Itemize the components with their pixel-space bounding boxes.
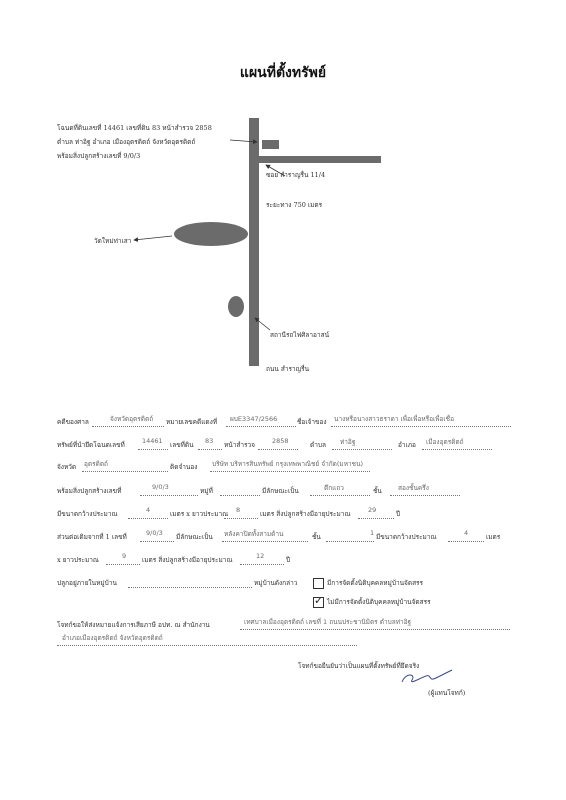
has-juristic-label: มีการจัดตั้งนิติบุคคลหมู่บ้านจัดสรร — [327, 579, 424, 587]
case-label: หมายเลขคดีแดงที่ — [166, 418, 218, 426]
extension-floor-label: ชั้น — [312, 533, 321, 541]
court-value: จังหวัดอุตรดิตถ์ — [110, 415, 154, 423]
tax-notice-label: โจทก์ขอให้ส่งหมายแจ้งการเสียภาษี อปท. ณ สำนักงาน — [57, 621, 210, 629]
amphoe-label: อำเภอ — [398, 441, 416, 449]
extension-label: ส่วนต่อเติมจากที่ 1 เลขที่ — [57, 533, 127, 541]
floor-label: ชั้น — [373, 487, 382, 495]
house-no-value: 9/0/3 — [152, 483, 169, 491]
width-label: มีขนาดกว้างประมาณ — [57, 510, 118, 518]
extension-width-value: 4 — [464, 529, 469, 537]
land-label: เลขที่ดิน — [170, 441, 194, 449]
no-juristic-checkbox[interactable] — [313, 597, 324, 608]
year-unit: ปี — [396, 510, 401, 518]
extension-length-label: x ยาวประมาณ — [57, 556, 99, 564]
age-label: เมตร สิ่งปลูกสร้างมีอายุประมาณ — [260, 510, 351, 518]
owner-label: ชื่อเจ้าของ — [297, 418, 327, 426]
extension-length-value: 9 — [122, 552, 127, 560]
survey-label: หน้าสำรวจ — [224, 441, 255, 449]
owner-value: นางหรือนางสาวธราดา เพื่อเพื่อหรือเพื่อเชื่อ — [334, 415, 454, 423]
extension-width-label: มีขนาดกว้างประมาณ — [376, 533, 437, 541]
station-label: สถานีรถไฟศิลาอาสน์ — [270, 331, 330, 339]
house-no-label: พร้อมสิ่งปลูกสร้างเลขที่ — [57, 487, 122, 495]
land-value: 83 — [205, 437, 214, 445]
temple-label: วัดใหม่ท่าเสา — [94, 237, 132, 245]
page-title: แผนที่ตั้งทรัพย์ — [239, 65, 327, 81]
amphoe-value: เมืองอุตรดิตถ์ — [426, 438, 464, 446]
extension-floor-value: 1 — [370, 529, 375, 537]
moo-label: หมู่ที่ — [200, 487, 213, 495]
distance-label: ระยะทาง 750 เมตร — [266, 201, 323, 209]
province-label: จังหวัด — [57, 463, 77, 471]
deed-label: ทรัพย์ที่นำยึดโฉนดเลขที่ — [57, 441, 125, 449]
meter-unit: เมตร — [486, 533, 501, 541]
has-juristic-checkbox[interactable] — [313, 578, 324, 589]
deed-line-3: พร้อมสิ่งปลูกสร้างเลขที่ 9/0/3 — [57, 152, 141, 160]
tax-office-value: เทศบาลเมืองอุตรดิตถ์ เลขที่ 1 ถนนประชานิมิตร ตำบลท่าอิฐ — [244, 618, 412, 626]
tambon-value: ท่าอิฐ — [340, 438, 356, 446]
deed-arrow — [230, 140, 257, 142]
deed-value: 14461 — [142, 437, 163, 445]
station-arrow — [255, 318, 270, 330]
length-label: เมตร x ยาวประมาณ — [170, 510, 229, 518]
soi-label: ซอย สำราญรื่น 11/4 — [266, 171, 326, 179]
building-type-label: มีลักษณะเป็น — [262, 487, 299, 495]
mortgage-value: บริษัท บริหารสินทรัพย์ กรุงเทพพาณิชย์ จำกัด(มหาชน) — [212, 460, 364, 468]
width-value: 4 — [146, 506, 151, 514]
province-value: อุตรดิตถ์ — [84, 460, 108, 468]
mortgage-label: ติดจำนอง — [170, 463, 198, 471]
extension-type-label: มีลักษณะเป็น — [176, 533, 213, 541]
signature — [396, 666, 456, 688]
building-type-value: ตึกแถว — [324, 484, 344, 492]
survey-value: 2858 — [272, 437, 289, 445]
deed-line-1: โฉนดที่ดินเลขที่ 14461 เลขที่ดิน 83 หน้าสำรวจ 2858 — [57, 124, 212, 132]
signer-label: (ผู้แทนโจทก์) — [428, 689, 466, 697]
extension-year-unit: ปี — [286, 556, 291, 564]
village-label: ปลูกอยู่ภายในหมู่บ้าน — [57, 579, 117, 587]
length-value: 8 — [236, 506, 241, 514]
extension-age-label: เมตร สิ่งปลูกสร้างมีอายุประมาณ — [142, 556, 233, 564]
deed-line-2: ตำบล ท่าอิฐ อำเภอ เมืองอุตรดิตถ์ จังหวัดอุตรดิตถ์ — [57, 138, 196, 146]
no-juristic-label: ไม่มีการจัดตั้งนิติบุคคลหมู่บ้านจัดสรร — [327, 598, 431, 606]
age-value: 29 — [368, 506, 377, 514]
road-label: ถนน สำราญรื่น — [266, 365, 310, 373]
village-suffix: หมู่บ้านดังกล่าว — [254, 579, 298, 587]
tax-office-value-2: อำเภอเมืองอุตรดิตถ์ จังหวัดอุตรดิตถ์ — [62, 634, 163, 642]
certify-text: โจทก์ขอยืนยันว่าเป็นแผนที่ตั้งทรัพย์ที่ยึดจริง — [298, 662, 420, 670]
extension-value: 9/0/3 — [146, 529, 163, 537]
extension-type-value: หลังคาปิดทั้งสามด้าน — [224, 530, 284, 538]
tambon-label: ตำบล — [310, 441, 326, 449]
court-label: คดีของศาล — [57, 418, 89, 426]
extension-age-value: 12 — [256, 552, 265, 560]
floor-value: สองชั้นครึ่ง — [398, 484, 429, 492]
case-value: ผบE3347/2566 — [230, 415, 278, 423]
temple-arrow — [134, 236, 172, 240]
